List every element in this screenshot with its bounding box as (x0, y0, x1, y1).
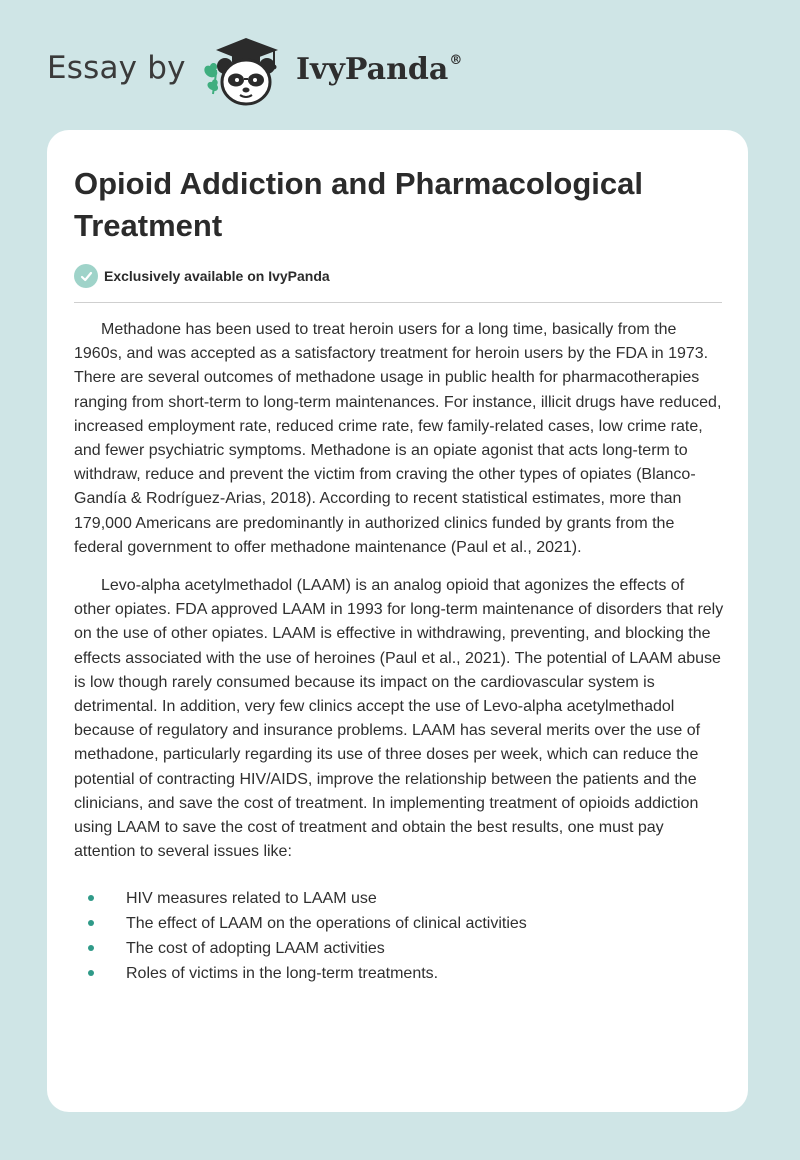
ivy-leaf-icon (204, 63, 218, 94)
page-title: Opioid Addiction and Pharmacological Treatment (74, 166, 643, 243)
list-item (74, 911, 724, 936)
registered-mark: ® (449, 53, 463, 68)
brand-name[interactable] (296, 52, 462, 87)
site-header (0, 0, 800, 130)
list-item (74, 936, 724, 961)
exclusive-badge (74, 263, 330, 289)
list-item-text: HIV measures related to LAAM use (126, 890, 377, 908)
bullet-dot-icon (88, 945, 94, 951)
list-item (74, 961, 724, 986)
list-item-text: The effect of LAAM on the operations of clinical activities (126, 915, 527, 933)
list-item (74, 886, 724, 911)
bullet-dot-icon (88, 920, 94, 926)
brand-text: IvyPanda (296, 52, 449, 87)
paragraph: Methadone has been used to treat heroin users for a long time, basically from the 1960s, and was accepted as a satisfactory treatment for heroin users by the FDA in 1973. There are several outcomes of methadone usage in public health for pharmacotherapies ranging from short-term to long-term maintenances. For instance, illicit drugs have reduced, increased employment rate, reduced crime rate, few family-related cases, low crime rate, and fewer psychiatric symptoms. Methadone is an opiate agonist that acts long-term to withdraw, reduce and prevent the victim from craving the other types of opiates (Blanco-Gandía & Rodríguez-Arias, 2018). According to recent statistical estimates, more than 179,000 Americans are predominantly in authorized clinics funded by grants from the federal government to offer methadone maintenance (Paul et al., 2021). (74, 321, 722, 556)
paragraph: Levo-alpha acetylmethadol (LAAM) is an analog opioid that agonizes the effects of other opiates. FDA approved LAAM in 1993 for long-term maintenance of disorders that rely on the use of other opiates. LAAM is effective in withdrawing, preventing, and blocking the effects associated with the use of heroines (Paul et al., 2021). The potential of LAAM abuse is low though rarely consumed because its impact on the cardiovascular system is detrimental. In addition, very few clinics accept the use of Levo-alpha acetylmethadol because of regulatory and insurance problems. LAAM has several merits over the use of methadone, particularly regarding its use of three doses per week, which can reduce the potential of contracting HIV/AIDS, improve the relationship between the patients and the clinicians, and save the cost of treatment. In implementing treatment of opioids addiction using LAAM to save the cost of treatment and obtain the best results, one must pay attention to several issues like: (74, 577, 724, 861)
essay-by-label: Essay by (47, 50, 186, 86)
panda-graduate-icon[interactable] (200, 36, 290, 108)
essay-body (74, 318, 724, 986)
check-circle-icon (74, 264, 98, 288)
bullet-dot-icon (88, 895, 94, 901)
bullet-list (74, 886, 724, 986)
essay-card (47, 130, 748, 1112)
list-item-text: The cost of adopting LAAM activities (126, 940, 385, 958)
exclusive-label: Exclusively available on IvyPanda (104, 268, 330, 284)
bullet-dot-icon (88, 970, 94, 976)
list-item-text: Roles of victims in the long-term treatments. (126, 965, 439, 983)
divider (74, 302, 722, 303)
